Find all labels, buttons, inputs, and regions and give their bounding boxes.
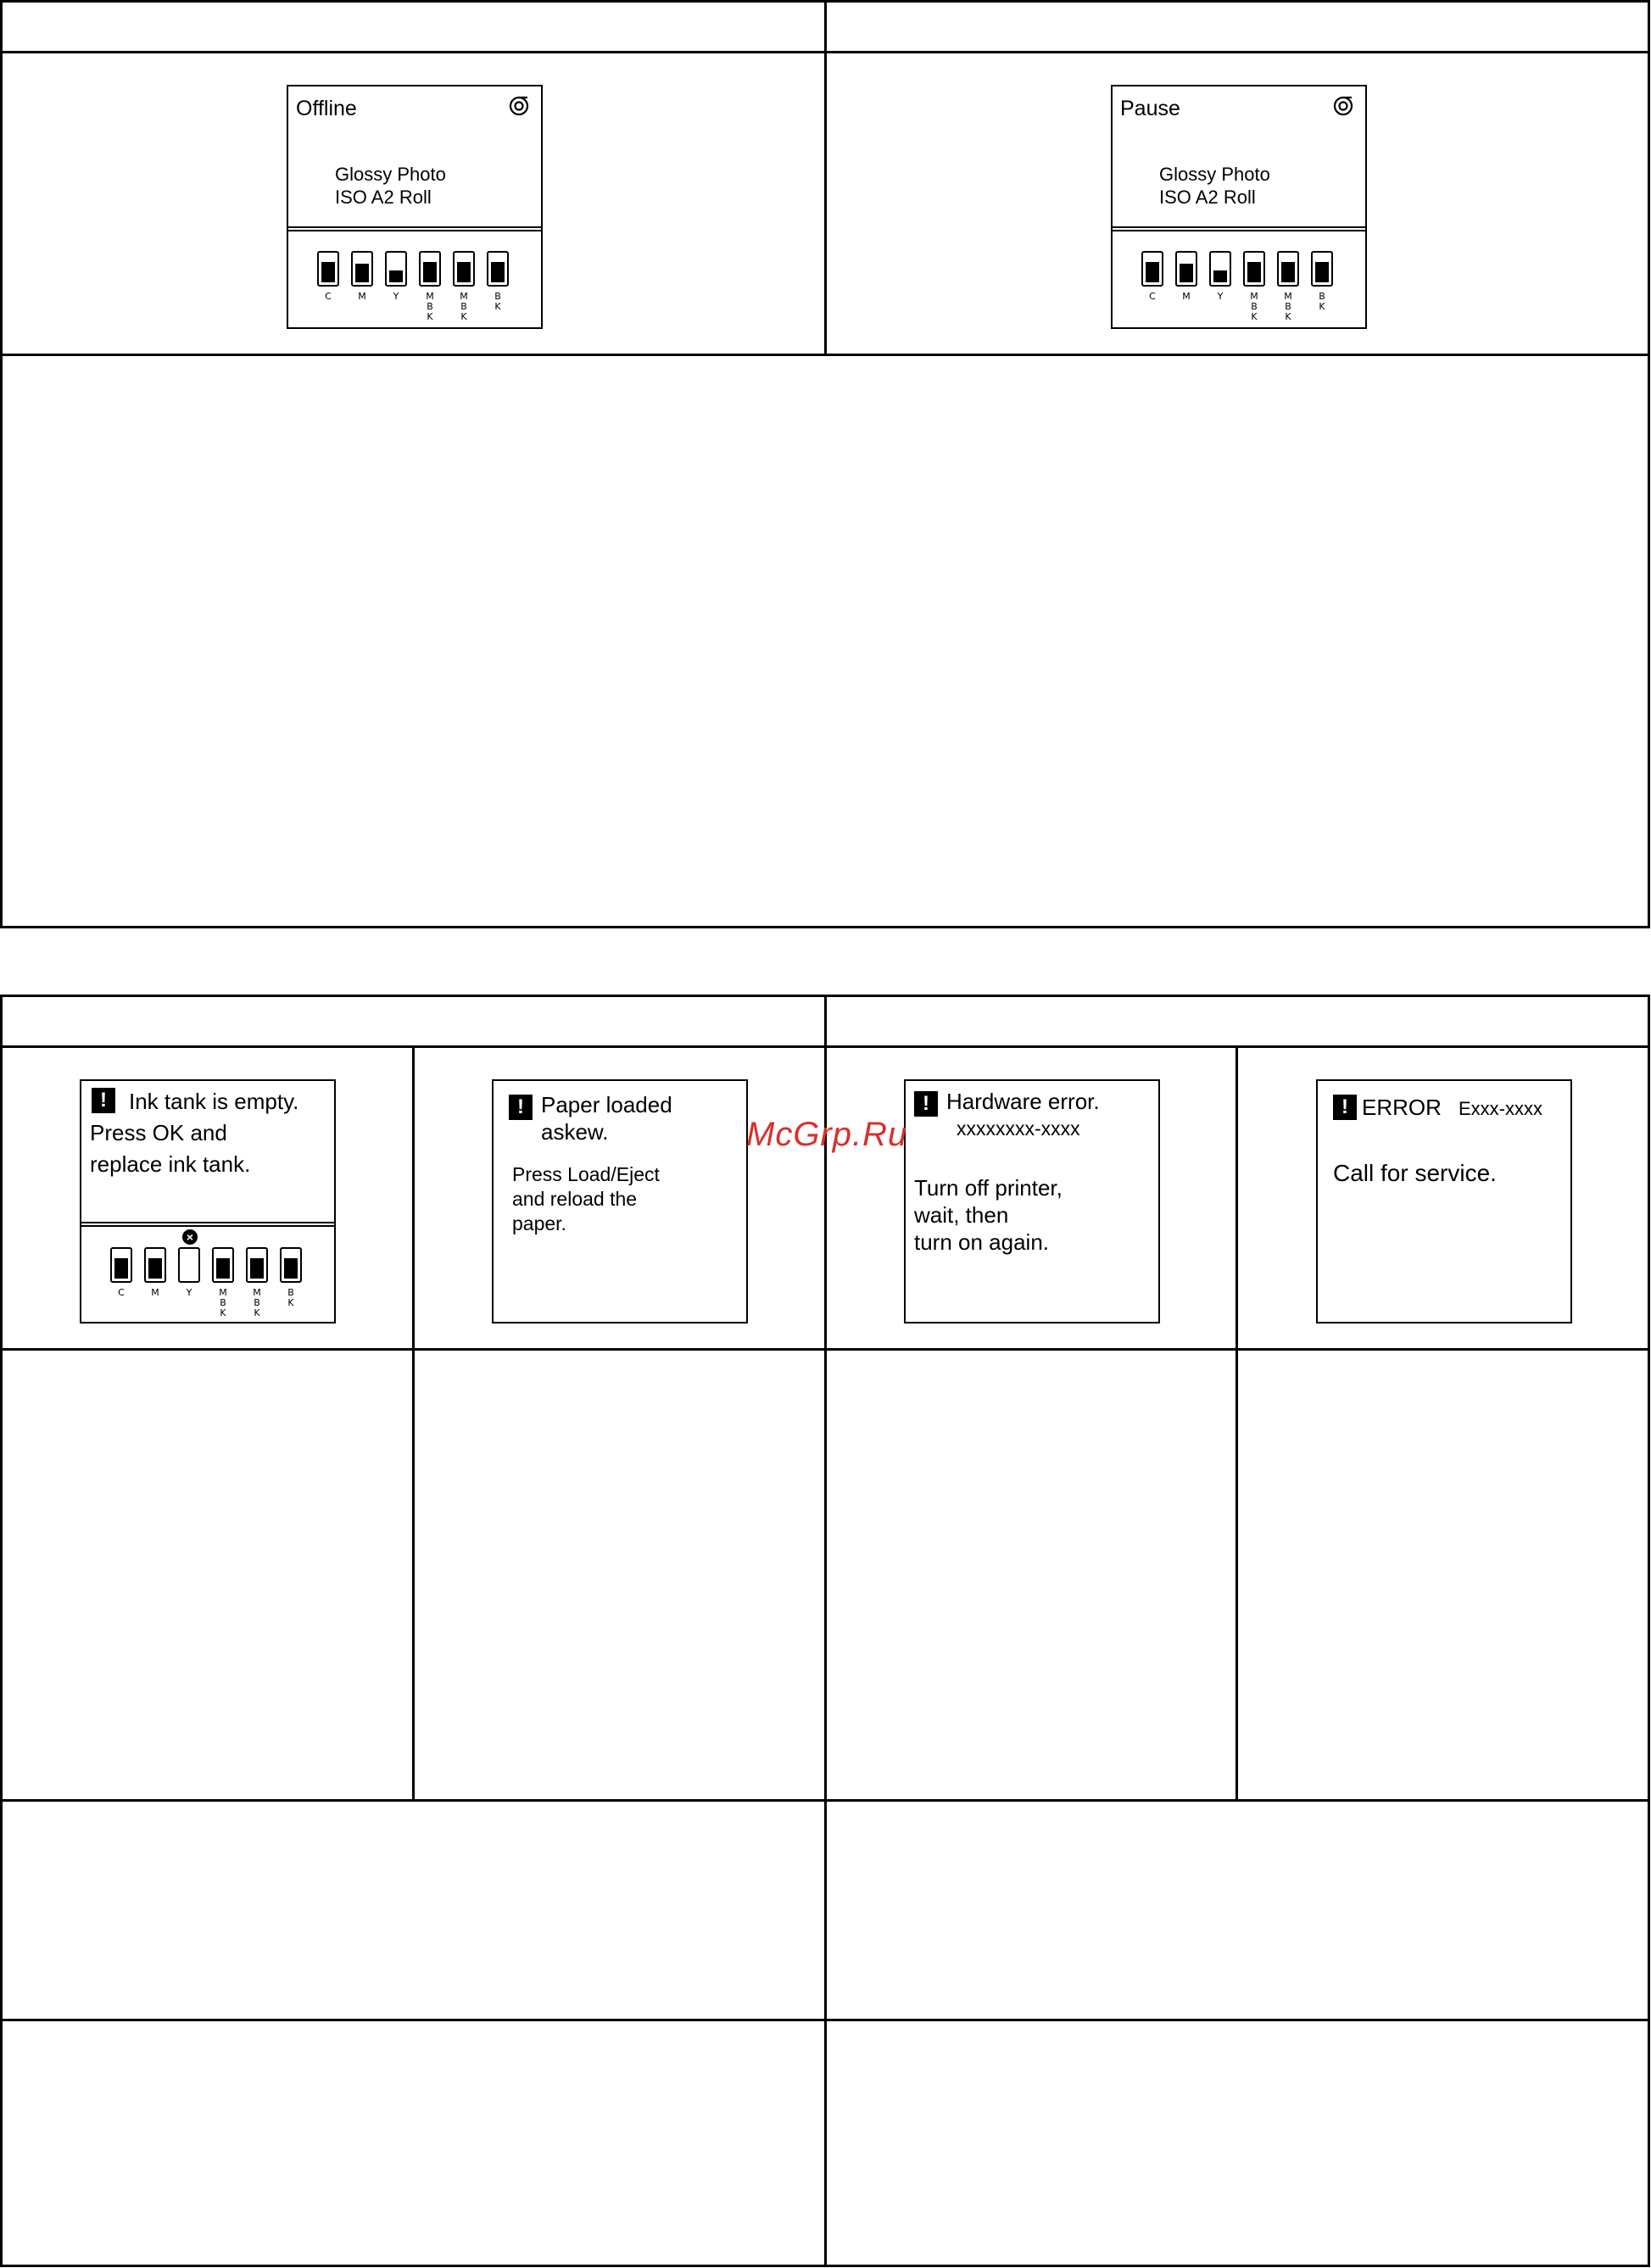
ink-tank (351, 251, 373, 287)
ink-level (1281, 262, 1295, 282)
media-size: ISO A2 Roll (335, 187, 432, 208)
ink-tank-label: Y (393, 291, 399, 302)
lcd-pause (1111, 85, 1367, 329)
ink-level (321, 262, 335, 282)
ink-tank (280, 1247, 302, 1283)
ink-tank-label: M (151, 1287, 159, 1298)
lcd-error (1316, 1079, 1572, 1323)
ink-tank-label: M (1182, 291, 1191, 302)
lcd-title: Pause (1120, 97, 1180, 120)
ink-level (1315, 262, 1329, 282)
lcd-paper-askew (492, 1079, 748, 1323)
error-code: xxxxxxxx-xxxx (957, 1117, 1080, 1140)
lcd-title: ERROR (1362, 1095, 1442, 1120)
message-line: paper. (512, 1212, 566, 1234)
ink-tank (1141, 251, 1163, 287)
ink-tank (1243, 251, 1265, 287)
lcd-message (914, 1174, 1063, 1256)
lcd-offline (287, 85, 543, 329)
message-line: Press OK and (90, 1120, 227, 1145)
ink-tank (246, 1247, 268, 1283)
lcd-body (335, 163, 446, 209)
ink-level (491, 262, 505, 282)
ink-level (457, 262, 471, 282)
ink-level (114, 1258, 128, 1279)
ink-tank-label: M (358, 291, 366, 302)
message-line: replace ink tank. (90, 1151, 251, 1177)
lcd-message (512, 1162, 660, 1236)
message-line: Paper loaded (541, 1092, 672, 1117)
ink-tank-label: Y (186, 1287, 192, 1298)
ink-tank (110, 1247, 132, 1283)
ink-tank-label: M B K (219, 1287, 227, 1318)
ink-tank-label: B K (494, 291, 501, 312)
message-line: Hardware error. (946, 1089, 1100, 1114)
lcd-heading (541, 1091, 672, 1145)
message-line: Turn off printer, (914, 1175, 1063, 1201)
ink-tank (487, 251, 509, 287)
ink-tank (178, 1247, 200, 1283)
ink-tank (1175, 251, 1197, 287)
lcd-message (1333, 1157, 1497, 1189)
ink-level (389, 270, 403, 282)
lcd-heading (946, 1088, 1100, 1142)
watermark: McGrp.Ru (746, 1116, 908, 1153)
ink-tank (212, 1247, 234, 1283)
ink-level (355, 264, 369, 282)
message-line: turn on again. (914, 1229, 1050, 1255)
ink-tank-label: M B K (460, 291, 468, 322)
warning-icon: ! (1333, 1095, 1357, 1120)
message-line: wait, then (914, 1202, 1009, 1228)
ink-tank-label: M B K (1284, 291, 1292, 322)
ink-tank-label: M B K (1250, 291, 1258, 322)
media-size: ISO A2 Roll (1159, 187, 1256, 208)
lcd-body (1159, 163, 1270, 209)
ink-level (1180, 264, 1193, 282)
ink-level (1213, 270, 1227, 282)
error-code: Exxx-xxxx (1459, 1098, 1542, 1119)
ink-tank-label: C (118, 1287, 125, 1298)
ink-tank-label: M B K (253, 1287, 261, 1318)
warning-icon: ! (914, 1091, 938, 1117)
lcd-title: Offline (296, 97, 357, 120)
warning-icon: ! (509, 1095, 533, 1120)
roll-paper-icon (509, 96, 529, 116)
ink-tank (144, 1247, 166, 1283)
message-line: askew. (541, 1119, 609, 1145)
message-line: and reload the (512, 1188, 638, 1210)
ink-tank (317, 251, 339, 287)
ink-tank-label: B K (1319, 291, 1325, 312)
ink-level (148, 1258, 162, 1279)
ink-tank (1277, 251, 1299, 287)
ink-level (284, 1258, 298, 1279)
message-line: Ink tank is empty. (129, 1089, 299, 1114)
message-line: Call for service. (1333, 1160, 1497, 1186)
ink-level (1247, 262, 1261, 282)
ink-level (423, 262, 437, 282)
lcd-hardware-error (904, 1079, 1160, 1323)
ink-tank-label: Y (1217, 291, 1224, 302)
ink-tank (1311, 251, 1333, 287)
ink-tank (1209, 251, 1231, 287)
media-type: Glossy Photo (335, 164, 446, 185)
ink-tank (419, 251, 441, 287)
ink-level (250, 1258, 264, 1279)
ink-tank (385, 251, 407, 287)
empty-tank-icon: × (182, 1229, 198, 1245)
ink-level (1146, 262, 1159, 282)
message-line: Press Load/Eject (512, 1163, 660, 1185)
roll-paper-icon (1333, 96, 1353, 116)
warning-icon: ! (92, 1088, 115, 1113)
ink-tank-label: B K (287, 1287, 294, 1308)
ink-level (216, 1258, 230, 1279)
ink-tank-label: C (325, 291, 332, 302)
ink-tank (453, 251, 475, 287)
media-type: Glossy Photo (1159, 164, 1270, 185)
ink-tank-label: C (1149, 291, 1156, 302)
lcd-message (90, 1086, 298, 1180)
lcd-ink-empty (80, 1079, 336, 1323)
ink-tank-label: M B K (426, 291, 434, 322)
